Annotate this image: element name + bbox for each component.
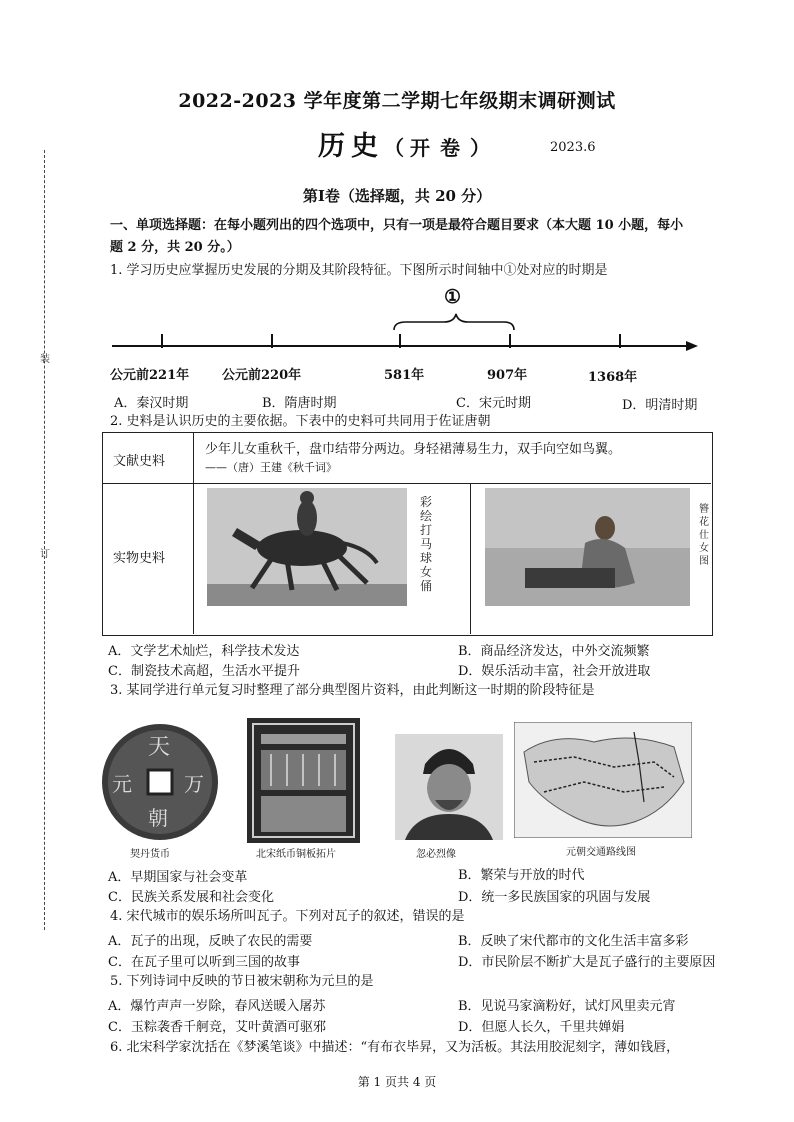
paren-close: ） [470, 136, 496, 160]
q2-source-table [102, 432, 713, 636]
q4-option-b: B．反映了宋代都市的文化生活丰富多彩 [458, 934, 689, 949]
q5-option-b: B．见说马家滴粉好，试灯风里卖元宵 [458, 999, 676, 1014]
binding-dashed-line [44, 150, 45, 930]
row-label-literature: 文献史料 [113, 454, 166, 469]
q1-timeline [110, 286, 710, 400]
instructions-line2: 题 2 分，共 20 分。） [110, 240, 240, 255]
coin-char: 元 [112, 772, 132, 796]
timeline-marker: ① [444, 286, 462, 308]
timeline-tick-label: 公元前221年 [110, 368, 190, 383]
exam-date: 2023.6 [550, 140, 596, 155]
q6-stem: 6. 北宋科学家沈括在《梦溪笔谈》中描述：“有布衣毕昇，又为活板。其法用胶泥刻字，薄如钱唇， [110, 1040, 680, 1055]
q3-stem: 3. 某同学进行单元复习时整理了部分典型图片资料，由此判断这一时期的阶段特征是 [110, 683, 595, 698]
q4-option-c: C．在瓦子里可以听到三国的故事 [108, 955, 300, 970]
q3-option-d: D．统一多民族国家的巩固与发展 [458, 890, 651, 905]
polo-figurine-photo [207, 488, 407, 606]
q5-option-c: C．玉粽袭香千舸竞，艾叶黄酒可驱邪 [108, 1020, 326, 1035]
paren-open: （ [384, 136, 410, 160]
q4-option-d: D．市民阶层不断扩大是瓦子盛行的主要原因 [458, 955, 716, 970]
coin-char: 天 [148, 735, 171, 760]
coin-char: 万 [184, 772, 204, 796]
timeline-tick-label: 公元前220年 [222, 368, 302, 383]
jiaozi-plate-image [247, 718, 360, 843]
q5-option-d: D．但愿人长久，千里共婵娟 [458, 1020, 625, 1035]
timeline-tick-label: 1368年 [588, 370, 638, 385]
timeline-tick-label: 907年 [487, 368, 528, 383]
ladies-painting-photo [485, 488, 690, 606]
exam-mode: 开卷 [410, 136, 470, 160]
q1-option-a: A．秦汉时期 [114, 396, 189, 411]
q2-option-a: A．文学艺术灿烂，科学技术发达 [108, 644, 300, 659]
q3-option-a: A．早期国家与社会变革 [108, 870, 248, 885]
table-divider [470, 483, 471, 634]
caption-plate: 北宋纸币铜板拓片 [256, 849, 336, 860]
exam-title: 2022-2023 学年度第二学期七年级期末调研测试 [178, 90, 616, 112]
section-title: 第Ⅰ卷（选择题，共 20 分） [302, 187, 492, 205]
q3-option-c: C．民族关系发展和社会变化 [108, 890, 274, 905]
caption-coin: 契丹货币 [130, 849, 170, 860]
subject-title [318, 124, 496, 163]
q2-option-c: C．制瓷技术高超，生活水平提升 [108, 664, 300, 679]
q4-stem: 4. 宋代城市的娱乐场所叫瓦子。下列对瓦子的叙述，错误的是 [110, 909, 465, 924]
brace-icon [394, 314, 514, 330]
margin-mark: 订 [40, 549, 50, 560]
timeline-tick-label: 581年 [384, 368, 425, 383]
q5-option-a: A．爆竹声声一岁除，春风送暖入屠苏 [108, 999, 326, 1014]
q2-stem: 2. 史料是认识历史的主要依据。下表中的史料可共同用于佐证唐朝 [110, 414, 491, 429]
poem-text: 少年儿女重秋千，盘巾结带分两边。身轻裙薄易生力，双手向空如鸟翼。 [205, 442, 622, 457]
kublai-portrait-image [395, 734, 503, 840]
q5-stem: 5. 下列诗词中反映的节日被宋朝称为元旦的是 [110, 974, 374, 989]
coin-char: 朝 [148, 806, 168, 830]
q1-stem: 1. 学习历史应掌握历史发展的分期及其阶段特征。下图所示时间轴中①处对应的时期是 [110, 263, 608, 278]
margin-mark: 装 [40, 354, 50, 365]
page-footer: 第 1 页共 4 页 [357, 1075, 437, 1089]
q1-option-c: C．宋元时期 [456, 396, 531, 411]
row-label-artifacts: 实物史料 [113, 551, 166, 566]
instructions-line1: 一、单项选择题：在每小题列出的四个选项中，只有一项是最符合题目要求（本大题 10 小题，每小 [110, 218, 684, 233]
caption-portrait: 忽必烈像 [416, 849, 456, 860]
q1-option-b: B．隋唐时期 [262, 396, 337, 411]
caption-map: 元朝交通路线图 [566, 847, 636, 858]
table-divider [103, 483, 711, 484]
poem-source: ——（唐）王建《秋千词》 [205, 461, 337, 474]
arrow-icon [686, 341, 698, 351]
yuan-transport-map-image [514, 722, 692, 838]
q4-option-a: A．瓦子的出现，反映了农民的需要 [108, 934, 313, 949]
q2-option-b: B．商品经济发达，中外交流频繁 [458, 644, 650, 659]
q1-option-d: D．明清时期 [622, 398, 698, 413]
artifact1-caption: 彩绘打马球女俑 [419, 495, 432, 593]
subject: 历史 [318, 131, 384, 162]
q2-option-d: D．娱乐活动丰富，社会开放进取 [458, 664, 651, 679]
table-divider [193, 433, 194, 634]
q3-option-b: B．繁荣与开放的时代 [458, 868, 585, 883]
khitan-coin-image [100, 722, 220, 842]
artifact2-caption: 簪花仕女图 [699, 504, 709, 567]
